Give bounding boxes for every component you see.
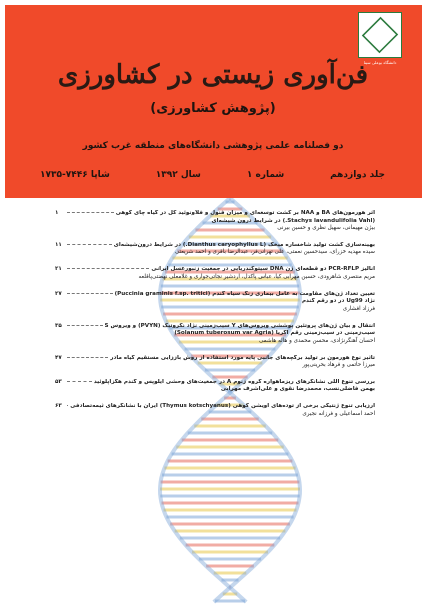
toc-leader-dots bbox=[67, 244, 112, 245]
toc-entry-authors: احسان آهنگرنژادی، محسن محمدی و هاله هاشمی bbox=[258, 337, 375, 344]
toc-entry-authors: مریم منتصری شاهرودی، حسین مهرابی کیا، عباس پاکدل، اردشیر نجاتی‌جواری و غلامعلی نهضتی‌پاقلعه bbox=[138, 273, 375, 280]
toc-page-number: ۳۵ bbox=[55, 322, 62, 329]
toc-title-text: (Stachys lavandulifolia Vahl.) در شرایط درون شیشه‌ای bbox=[211, 217, 375, 224]
toc-entry-authors: بیژن مهیمانی، سهیل نظری و حسین بیرنی bbox=[277, 225, 375, 232]
toc-page-number: ۴۷ bbox=[55, 354, 62, 361]
issue-number: شماره ۱ bbox=[246, 170, 285, 180]
toc-page-number: ۶۳ bbox=[55, 402, 62, 409]
toc-title-text: بهمن فاضلی‌نسب، محمدرضا نقوی و علی‌اشرف مهرابی bbox=[220, 386, 375, 393]
toc-title-text: تاثیر نوع هورمون بر تولید برگچه‌های جانبی پایه مورد استفاده از روش باززایی مستقیم گیاه مادر bbox=[110, 354, 375, 361]
toc-title-text: اثر هورمون‌های BA و NAA بر کشت توسعه‌ای و میزان فنول و فلاونوئید کل در گیاه چای کوهی bbox=[115, 210, 375, 216]
toc-title-text: آنالیز PCR-RFLP دو قطعه‌ای ژن DNA سیتوکندریایی در جمعیت زنبورعسل ایرانی bbox=[151, 266, 375, 273]
emblem-caption: دانشگاه بوعلی سینا bbox=[363, 60, 397, 65]
issue-issn: شاپا ۷۴۴۶-۱۷۳۵ bbox=[40, 170, 110, 180]
toc-title-text: تعیین تعداد ژن‌های مقاومت به عامل بیماری زنگ سیاه گندم (Puccinia graminis f.sp. tritici) bbox=[114, 290, 375, 297]
toc-entry-title-line bbox=[55, 210, 375, 218]
toc-page-number: ۲۷ bbox=[55, 290, 62, 297]
toc-entry bbox=[55, 323, 375, 346]
journal-title: فن‌آوری زیستی در کشاورزی bbox=[57, 60, 369, 90]
toc-entry bbox=[55, 403, 375, 418]
toc-entry bbox=[55, 210, 375, 233]
table-of-contents bbox=[55, 210, 375, 427]
toc-entry-authors: میرزا حاتمی و فرهاد بحرینی‌پور bbox=[302, 362, 375, 369]
toc-title-text: ارزیابی تنوع ژنتیکی برخی از توده‌های آویشن کوهی (Thymus kotschyanus) ایران با نشانگرهای ثیمه‌تصادفی bbox=[70, 402, 375, 409]
issue-info-row bbox=[40, 170, 385, 184]
toc-leader-dots bbox=[67, 212, 114, 213]
toc-entry bbox=[55, 242, 375, 257]
issue-year: سال ۱۳۹۲ bbox=[155, 170, 201, 180]
toc-leader-dots bbox=[67, 357, 108, 358]
toc-entry-title-line bbox=[55, 291, 375, 299]
toc-leader-dots bbox=[67, 293, 113, 294]
toc-entry-title-line bbox=[55, 242, 375, 250]
toc-title-text: بررسی تنوع آللی نشانگرهای ریزماهواره گروه ژنوم A در جمعیت‌های وحشی آیلوپس و گندم هگزاپلوئید bbox=[93, 378, 375, 385]
toc-page-number: ۵۳ bbox=[55, 378, 62, 385]
toc-entry-title-line bbox=[55, 266, 375, 274]
toc-entry-title-line bbox=[55, 323, 375, 331]
toc-entry-authors: احمد اسماعیلی و فرزانه نجیری bbox=[302, 410, 375, 417]
publisher-line: دو فصلنامه علمی پژوهشی دانشگاه‌های منطقه غرب کشور bbox=[82, 141, 344, 151]
university-emblem-logo bbox=[358, 12, 402, 58]
toc-title-text: بهینه‌سازی کشت تولید شاخساره میخک (Dianthus caryophyllus L.) در شرایط درون‌شیشه‌ای bbox=[113, 241, 375, 248]
toc-leader-dots bbox=[67, 268, 149, 269]
toc-page-number: ۲۱ bbox=[55, 266, 62, 273]
toc-entry bbox=[55, 355, 375, 370]
toc-entry-title-line bbox=[55, 330, 375, 338]
toc-entry bbox=[55, 266, 375, 281]
toc-entry bbox=[55, 379, 375, 394]
toc-entry-title-line bbox=[55, 298, 375, 306]
toc-leader-dots bbox=[67, 381, 92, 382]
emblem-diamond-shape bbox=[362, 17, 398, 53]
toc-entry bbox=[55, 291, 375, 314]
toc-leader-dots bbox=[67, 325, 103, 326]
toc-title-text: نژاد Ug99 در دو رقم گندم bbox=[301, 298, 375, 305]
toc-page-number: ۱ bbox=[55, 210, 59, 216]
toc-entry-title-line bbox=[55, 386, 375, 394]
toc-entry-title-line bbox=[55, 403, 375, 411]
toc-leader-dots bbox=[67, 405, 68, 406]
journal-subtitle: (پژوهش کشاورزی) bbox=[150, 101, 276, 116]
toc-entry-title-line bbox=[55, 218, 375, 226]
toc-title-text: سیب‌زمینی در سیب‌زمینی رقم آگریا (Solanum tuberosum var Agria) bbox=[174, 330, 375, 337]
toc-entry-title-line bbox=[55, 355, 375, 363]
toc-title-text: انتقال و بیان ژن‌های پروتئین پوششی ویروس‌های Y سیب‌زمینی نژاد نکروتیک (PVYN) و ویروس S bbox=[104, 322, 375, 329]
toc-entry-authors: سیده مهدیه خزرای، سید‌حسین نعمتی، علی تهرانی‌فر، عبدالرضا باقری و احمد شریعتی bbox=[174, 249, 375, 256]
toc-page-number: ۱۱ bbox=[55, 241, 62, 248]
toc-entry-title-line bbox=[55, 379, 375, 387]
toc-entry-authors: فرزاد افشاری bbox=[342, 305, 375, 312]
issue-volume: جلد دوازدهم bbox=[330, 170, 385, 180]
